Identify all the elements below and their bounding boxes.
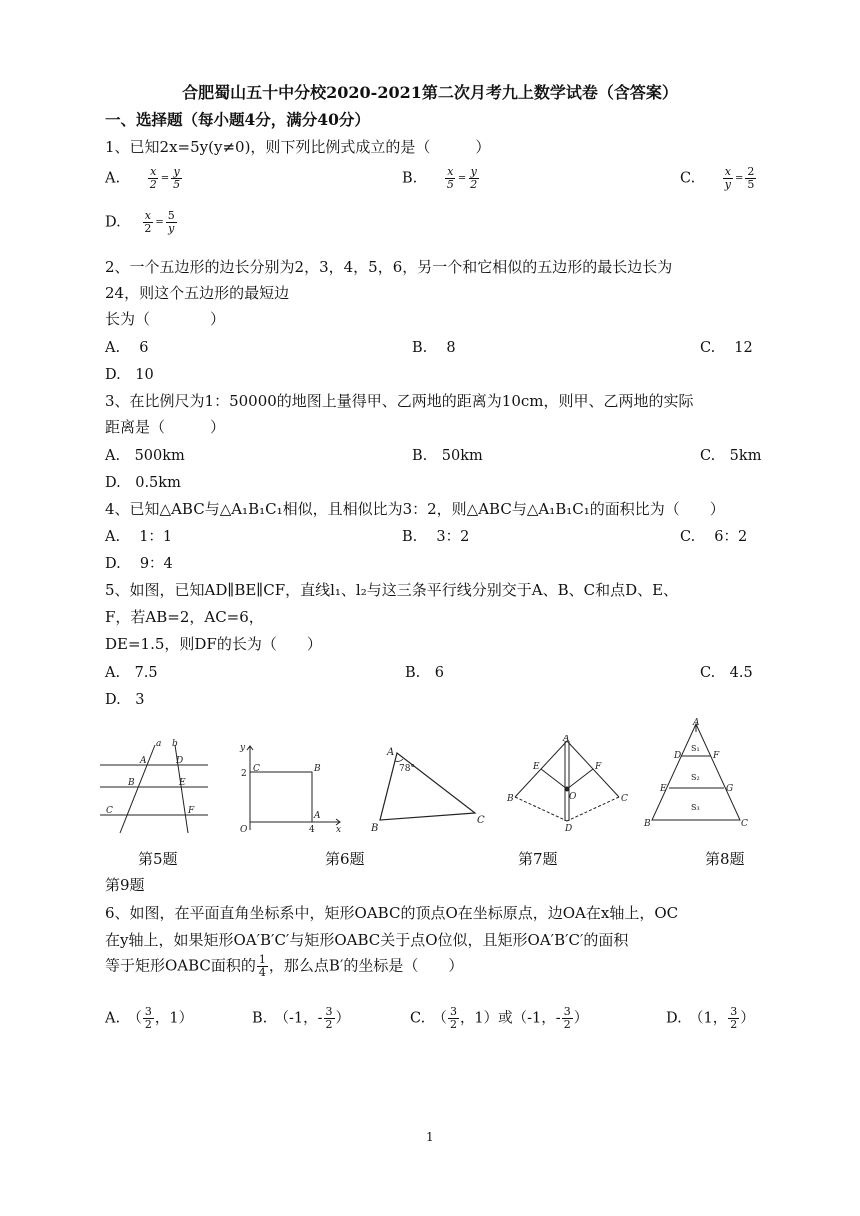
frac (728, 1006, 739, 1031)
q6-line1: 6、如图，在平面直角坐标系中，矩形OABC的顶点O在坐标原点，边OA在x轴上，OC (105, 904, 679, 922)
num: 3 (449, 1005, 457, 1018)
den: 2 (149, 178, 157, 191)
q1-option-d (105, 210, 178, 235)
triangle-abc (380, 753, 475, 820)
q5-option-b: B. 6 (405, 665, 444, 681)
num: x (447, 165, 454, 178)
q3-line1: 3、在比例尺为1：50000的地图上量得甲、乙两地的距离为10cm，则甲、乙两地的实际 (105, 392, 694, 410)
label-A: A (140, 756, 147, 766)
label-A: A (693, 718, 700, 728)
q3-option-d: D. 0.5km (105, 475, 181, 491)
q6-option-a (105, 1006, 193, 1031)
q3-line2: 距离是（ ） (105, 418, 226, 436)
q6-line3-tail: ，那么点B′的坐标是（ ） (268, 956, 464, 975)
num: y (173, 165, 180, 178)
q1-a-frac2 (171, 166, 182, 191)
frac (143, 1006, 154, 1031)
den: 2 (449, 1018, 457, 1031)
post: ，1） (154, 1010, 194, 1027)
label-A: A (387, 747, 395, 758)
q6-option-d (666, 1006, 755, 1031)
label-E: E (533, 762, 540, 772)
label-E: E (660, 784, 667, 794)
label-x: x (336, 825, 342, 835)
q2-option-c: C. 12 (700, 340, 753, 356)
caption-fig8: 第8题 (705, 850, 745, 868)
q1-option-a (105, 166, 183, 191)
caption-fig9: 第9题 (105, 876, 145, 894)
den: y (168, 222, 175, 235)
post: ） (740, 1010, 755, 1027)
pre: A. （ (105, 1010, 142, 1027)
q2-line3: 长为（ ） (105, 310, 226, 328)
label-B: B (507, 794, 514, 804)
strut-fo (567, 769, 593, 789)
label-a: a (156, 739, 162, 749)
figure-8 (505, 735, 635, 835)
q3-option-b: B. 50km (412, 448, 483, 464)
q4-option-b: B. 3：2 (402, 529, 470, 545)
label-C: C (253, 764, 260, 774)
den: 5 (173, 178, 181, 191)
den: 2 (730, 1018, 738, 1031)
q6-fraction (257, 954, 268, 979)
q1-a-frac1 (148, 166, 159, 191)
page-title: 合肥蜀山五十中分校2020-2021第二次月考九上数学试卷（含答案） (182, 83, 678, 102)
num: 3 (563, 1005, 571, 1018)
label-O: O (240, 825, 248, 835)
frac (448, 1006, 459, 1031)
q1-b-frac2 (468, 166, 479, 191)
q3-option-c: C. 5km (700, 448, 762, 464)
q6-line3-text: 等于矩形OABC面积的 (105, 956, 256, 975)
label-D: D (176, 756, 184, 766)
equals: = (155, 217, 164, 228)
section-heading: 一、选择题（每小题4分，满分40分） (105, 110, 370, 129)
rectangle-oabc (250, 772, 312, 822)
num: y (470, 165, 477, 178)
q1-stem: 1、已知2x=5y(y≠0)，则下列比例式成立的是（ ） (105, 138, 491, 156)
q1-d-frac2 (166, 210, 177, 235)
num: x (150, 165, 157, 178)
label-D: D (565, 824, 573, 834)
q5-line1: 5、如图，已知AD∥BE∥CF，直线l₁、l₂与这三条平行线分别交于A、B、C和点D、E、 (105, 581, 679, 599)
label-F: F (595, 762, 602, 772)
label-2: 2 (241, 769, 247, 779)
num: 3 (325, 1005, 333, 1018)
den: 4 (258, 966, 266, 979)
num: 3 (144, 1005, 152, 1018)
label-G: G (726, 784, 734, 794)
q2-option-b: B. 8 (412, 340, 456, 356)
den: y (724, 178, 732, 191)
label-B: B (128, 778, 135, 788)
label-C: C (621, 794, 628, 804)
den: 2 (144, 222, 152, 235)
label-D: D (674, 751, 682, 761)
q6-line2: 在y轴上，如果矩形OA′B′C′与矩形OABC关于点O位似，且矩形OA′B′C′的面积 (105, 931, 629, 949)
label-F: F (188, 806, 195, 816)
q5-option-a: A. 7.5 (105, 665, 158, 681)
q4-option-c: C. 6：2 (680, 529, 748, 545)
label-E: E (179, 778, 186, 788)
q6-option-b (252, 1006, 350, 1031)
label-4: 4 (309, 825, 315, 835)
label-C: C (741, 819, 748, 829)
equals: = (457, 173, 467, 184)
den: 2 (563, 1018, 571, 1031)
angle-arc (395, 759, 403, 761)
q4-option-a: A. 1：1 (105, 529, 173, 545)
num: 5 (167, 209, 175, 222)
num: 1 (258, 953, 266, 966)
label-s2: S₂ (691, 773, 700, 782)
label-b: b (172, 739, 178, 749)
figure-5 (100, 735, 212, 835)
q3-option-a: A. 500km (105, 448, 185, 464)
pre: D. （1， (666, 1010, 728, 1027)
q1-option-c (680, 166, 757, 191)
post: ） (573, 1010, 589, 1027)
pre: B. （-1，- (252, 1010, 323, 1027)
q6-option-c (410, 1006, 588, 1031)
q1-c-frac1 (723, 166, 733, 191)
den: 2 (144, 1018, 152, 1031)
label-C: C (106, 806, 113, 816)
q2-option-a: A. 6 (105, 340, 149, 356)
mid: ，1）或（-1，- (459, 1010, 561, 1027)
q5-option-c: C. 4.5 (700, 665, 753, 681)
q5-option-d: D. 3 (105, 692, 145, 708)
caption-fig5: 第5题 (138, 850, 178, 868)
figure-6 (232, 740, 347, 835)
joint-o (565, 787, 569, 791)
q5-line3: DE=1.5，则DF的长为（ ） (105, 635, 322, 653)
num: x (144, 209, 151, 222)
q2-line1: 2、一个五边形的边长分别为2，3，4，5，6，另一个和它相似的五边形的最长边长为 (105, 258, 673, 276)
figure-7 (365, 745, 495, 835)
label-A: A (314, 811, 321, 821)
q1-option-c-label: C. (680, 170, 696, 187)
label-B: B (314, 764, 321, 774)
label-B: B (644, 819, 651, 829)
q5-line2: F，若AB=2，AC=6， (105, 608, 264, 626)
equals: = (160, 173, 170, 184)
q4-stem: 4、已知△ABC与△A₁B₁C₁相似，且相似比为3：2，则△ABC与△A₁B₁C₁的面积比为（ ） (105, 500, 725, 518)
q1-d-frac1 (142, 210, 153, 235)
den: 2 (470, 178, 478, 191)
line-l1 (120, 745, 155, 833)
dashed-bd (515, 797, 567, 821)
page-number: 1 (426, 1130, 434, 1144)
frac (324, 1006, 335, 1031)
q1-option-d-label: D. (105, 214, 121, 231)
den: 5 (747, 178, 755, 191)
num: 3 (730, 1005, 738, 1018)
label-C: C (477, 815, 485, 826)
figure-9 (640, 718, 755, 833)
label-O: O (569, 792, 577, 802)
label-B: B (371, 823, 379, 834)
label-y: y (240, 743, 246, 753)
pre: C. （ (410, 1010, 447, 1027)
q1-b-frac1 (445, 166, 456, 191)
num: 2 (747, 165, 755, 178)
label-F: F (713, 751, 720, 761)
strut-eo (541, 769, 567, 789)
den: 5 (446, 178, 454, 191)
post: ） (335, 1010, 351, 1027)
q2-line2: 24，则这个五边形的最短边 (105, 284, 290, 302)
label-s1: S₁ (691, 744, 700, 753)
angle-78: 78° (399, 764, 415, 774)
q1-option-a-label: A. (105, 170, 121, 187)
q2-option-d: D. 10 (105, 367, 154, 383)
frac2 (562, 1006, 573, 1031)
q6-line3 (105, 954, 463, 979)
q4-option-d: D. 9：4 (105, 556, 173, 572)
den: 2 (325, 1018, 333, 1031)
num: x (724, 165, 732, 178)
label-s3: S₃ (691, 803, 700, 812)
caption-fig7: 第7题 (518, 850, 558, 868)
q1-option-b (402, 166, 480, 191)
caption-fig6: 第6题 (325, 850, 365, 868)
q1-c-frac2 (745, 166, 756, 191)
label-A: A (563, 735, 570, 744)
q1-option-b-label: B. (402, 170, 418, 187)
equals: = (735, 173, 744, 184)
